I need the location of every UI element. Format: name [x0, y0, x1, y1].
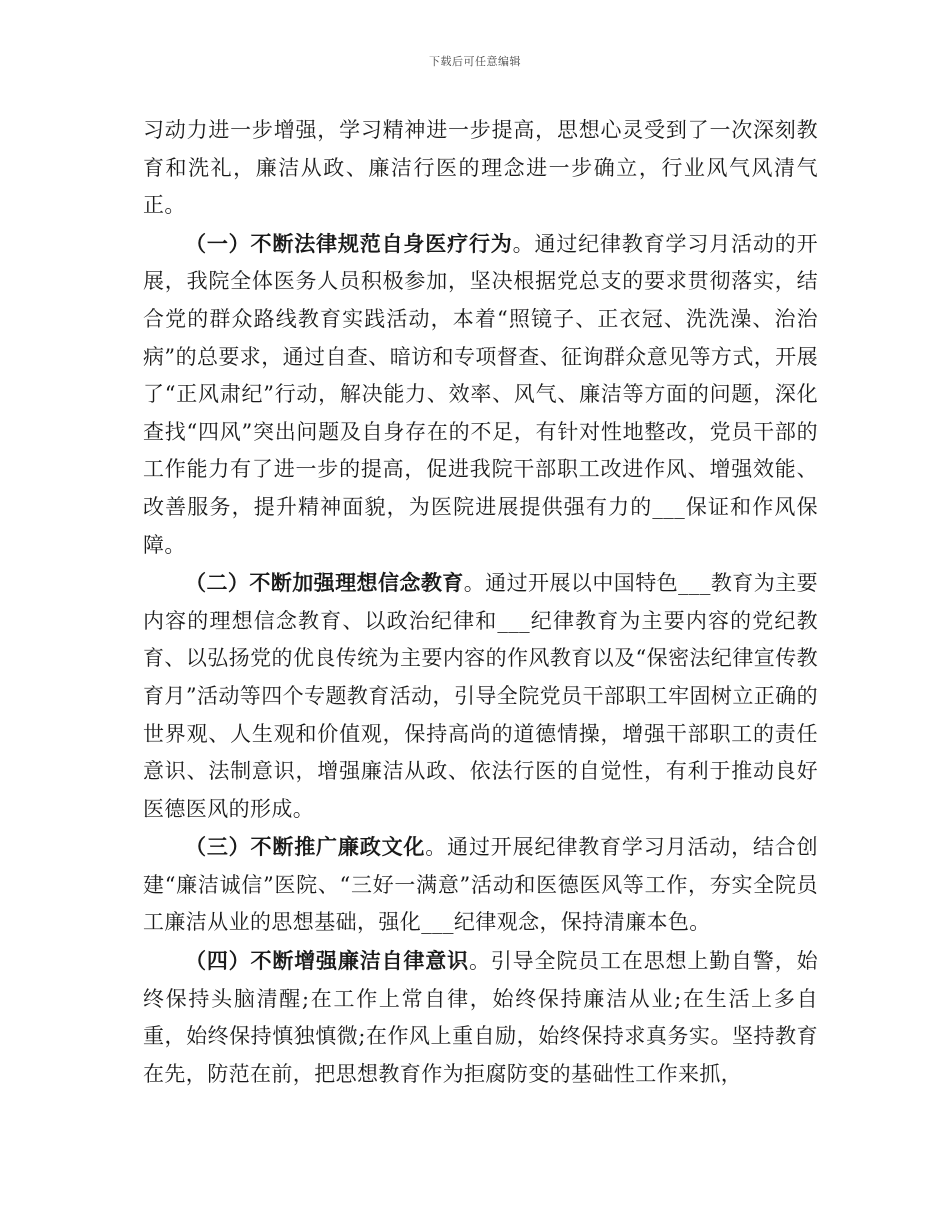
paragraph-section-1 [143, 225, 818, 564]
paragraph-text: 习动力进一步增强，学习精神进一步提高，思想心灵受到了一次深刻教育和洗礼，廉洁从政、廉洁行医的理念进一步确立，行业风气风清气正。 [143, 118, 818, 218]
section-heading: （四）不断增强廉洁自律意识 [185, 948, 469, 974]
section-heading: （二）不断加强理想信念教育 [185, 570, 464, 596]
paragraph-section-3 [143, 828, 818, 942]
paragraph-section-2 [143, 564, 818, 828]
section-heading: （一）不断法律规范自身医疗行为 [185, 230, 513, 256]
paragraph-text: 。引导全院员工在思想上勤自警，始终保持头脑清醒;在工作上常自律，始终保持廉洁从业;在生活上多自重，始终保持慎独慎微;在作风上重自励，始终保持求真务实。坚持教育在先，防范在前，把思想教育作为拒腐防变的基础性工作来抓， [143, 949, 818, 1086]
paragraph-section-4 [143, 942, 818, 1093]
paragraph-text: 。通过开展纪律教育学习月活动，结合创建“廉洁诚信”医院、“三好一满意”活动和医德医风等工作，夯实全院员工廉洁从业的思想基础，强化___纪律观念，保持清廉本色。 [143, 835, 819, 935]
paragraph-continuation [143, 112, 818, 225]
document-body [143, 112, 818, 1093]
page-header: 下载后可任意编辑 [429, 55, 521, 68]
section-heading: （三）不断推广廉政文化 [185, 834, 426, 860]
paragraph-text: 。通过纪律教育学习月活动的开展，我院全体医务人员积极参加，坚决根据党总支的要求贯彻落实，结合党的群众路线教育实践活动，本着“照镜子、正衣冠、洗洗澡、治治病”的总要求，通过自查、暗访和专项督查、征询群众意见等方式，开展了“正风肃纪”行动，解决能力、效率、风气、廉洁等方面的问题，深化查找“四风”突出问题及自身存在的不足，有针对性地整改，党员干部的工作能力有了进一步的提高，促进我院干部职工改进作风、增强效能、改善服务，提升精神面貌，为医院进展提供强有力的___保证和作风保障。 [143, 231, 818, 557]
paragraph-text: 。通过开展以中国特色___教育为主要内容的理想信念教育、以政治纪律和___纪律教育为主要内容的党纪教育、以弘扬党的优良传统为主要内容的作风教育以及“保密法纪律宣传教育月”活动等四个专题教育活动，引导全院党员干部职工牢固树立正确的世界观、人生观和价值观，保持高尚的道德情操，增强干部职工的责任意识、法制意识，增强廉洁从政、依法行医的自觉性，有利于推动良好医德医风的形成。 [143, 571, 819, 821]
